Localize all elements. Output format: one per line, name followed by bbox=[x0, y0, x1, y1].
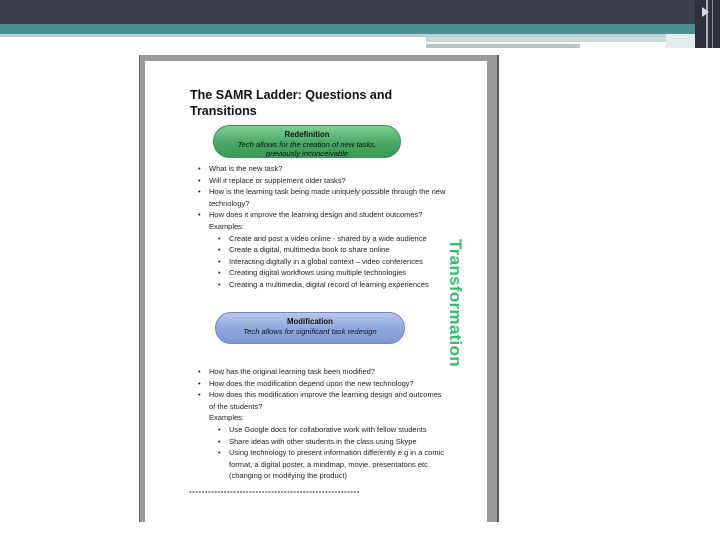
list-item: • Creating a multimedia, digital record of learning experiences bbox=[218, 279, 429, 289]
modification-title: Modification bbox=[287, 317, 333, 326]
list-item: • Will it replace or supplement older tasks? bbox=[198, 175, 346, 185]
document-title: The SAMR Ladder: Questions and Transitions bbox=[190, 88, 393, 118]
list-item: • Create a digital, multimedia book to share online bbox=[218, 245, 390, 255]
slide-decor-line bbox=[426, 37, 666, 42]
redefinition-title: Redefinition bbox=[284, 130, 330, 139]
redefinition-list bbox=[198, 163, 448, 291]
modification-pill bbox=[215, 312, 405, 344]
examples-label: Examples: bbox=[209, 413, 245, 423]
list-item: • How does it improve the learning design and student outcomes? bbox=[198, 210, 423, 220]
list-item: • Interacting digitally in a global context – video conferences bbox=[218, 256, 423, 266]
modification-desc: Tech allows for significant task redesign bbox=[243, 326, 377, 336]
redefinition-desc: previously inconceivable bbox=[265, 149, 349, 158]
list-item: • Share ideas with other students in the class using Skype bbox=[218, 436, 417, 446]
slide-arrow-icon bbox=[702, 7, 709, 17]
examples-label: Examples: bbox=[209, 221, 245, 231]
dashed-separator: ------------------------------------------------------ bbox=[189, 487, 360, 496]
slide-header-band bbox=[0, 24, 720, 34]
transformation-label: Transformation bbox=[446, 239, 465, 367]
list-item: • How has the original learning task been modified? bbox=[198, 367, 375, 376]
list-item: • Use Google docs for collaborative work with fellow students bbox=[218, 424, 427, 434]
list-item: • Creating digital workflows using multiple technologies bbox=[218, 268, 407, 278]
document-page bbox=[145, 61, 487, 522]
list-item: • How does this modification improve the learning design and outcomes of the students? bbox=[198, 390, 442, 411]
slide-decor-line bbox=[426, 44, 580, 48]
slide-header-bar bbox=[0, 0, 720, 24]
list-item: • Create and post a video online - shared by a wide audience bbox=[218, 233, 427, 243]
redefinition-desc: Tech allows for the creation of new tasks, bbox=[237, 139, 377, 149]
list-item: • How is the learning task being made uniquely possible through the new technology? bbox=[198, 187, 446, 208]
modification-list bbox=[198, 366, 448, 482]
redefinition-pill bbox=[213, 125, 401, 158]
slide-corner-line bbox=[712, 0, 713, 48]
list-item: • How does the modification depend upon the new technology? bbox=[198, 378, 414, 388]
list-item: • What is the new task? bbox=[198, 164, 283, 173]
list-item: • Using technology to present information differently e.g in a comic format, a digital poster, a mindmap, movie, presentatons etc (changing or modifying the product) bbox=[218, 448, 444, 481]
